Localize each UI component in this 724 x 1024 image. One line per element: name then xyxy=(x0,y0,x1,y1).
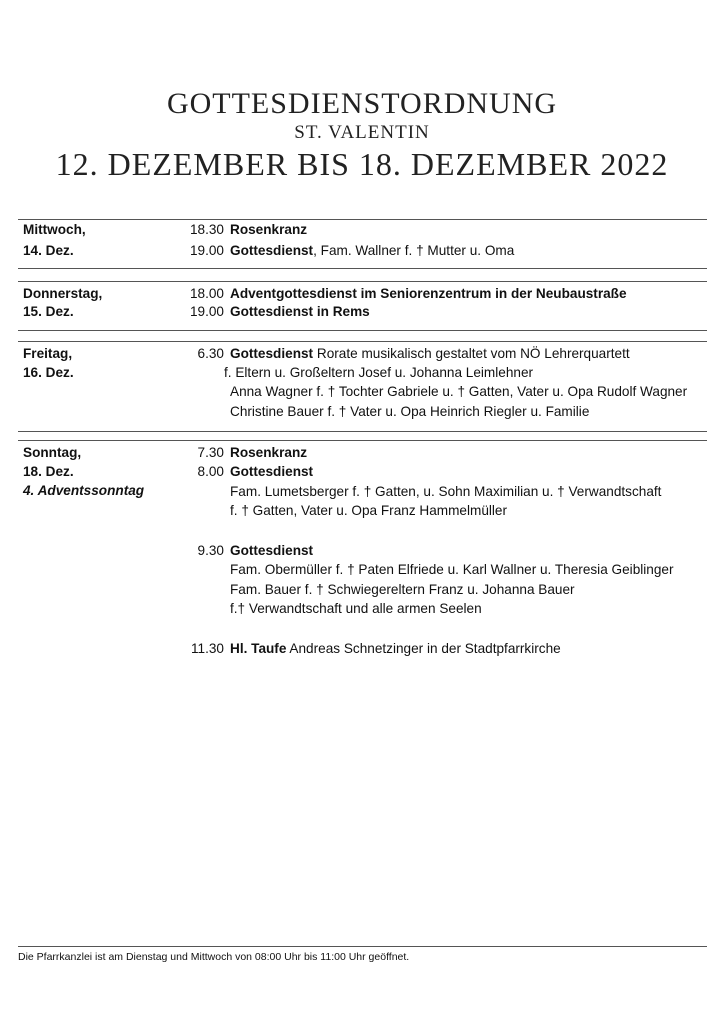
divider xyxy=(18,440,707,441)
intention-line: f. † Gatten, Vater u. Opa Franz Hammelmüller xyxy=(230,503,508,518)
entry xyxy=(230,344,630,364)
intention-line: Anna Wagner f. † Tochter Gabriele u. † Gatten, Vater u. Opa Rudolf Wagner xyxy=(230,384,688,399)
day-weekday: Mittwoch, xyxy=(23,222,86,237)
entry-title: Hl. Taufe xyxy=(230,641,287,656)
entry-time: 7.30 xyxy=(197,445,224,460)
entry-title: Adventgottesdienst im Seniorenzentrum in der Neubaustraße xyxy=(230,286,627,301)
date-range: 12. DEZEMBER BIS 18. DEZEMBER 2022 xyxy=(55,146,669,182)
divider xyxy=(18,281,707,282)
intention-line: Christine Bauer f. † Vater u. Opa Heinrich Riegler u. Familie xyxy=(230,404,590,419)
day-date: 15. Dez. xyxy=(23,304,74,319)
entry-title: Rosenkranz xyxy=(230,445,308,460)
divider xyxy=(18,431,707,432)
intention-line: Fam. Bauer f. † Schwiegereltern Franz u. Johanna Bauer xyxy=(230,582,575,597)
entry xyxy=(230,541,313,561)
divider xyxy=(18,341,707,342)
intention-line: Fam. Lumetsberger f. † Gatten, u. Sohn Maximilian u. † Verwandtschaft xyxy=(230,484,662,499)
entry-detail: , Fam. Wallner f. † Mutter u. Oma xyxy=(313,243,515,258)
entry-title: Rosenkranz xyxy=(230,222,308,237)
day-weekday: Freitag, xyxy=(23,346,73,361)
entry-time: 18.30 xyxy=(189,222,224,237)
entry-time: 19.00 xyxy=(189,243,224,258)
entry-title: Gottesdienst xyxy=(230,464,314,479)
entry-time: 18.00 xyxy=(189,286,224,301)
entry-title: Gottesdienst in Rems xyxy=(230,304,370,319)
page-title: GOTTESDIENSTORDNUNG xyxy=(166,87,558,120)
document-header xyxy=(0,88,724,182)
day-weekday: Donnerstag, xyxy=(23,286,103,301)
entry-detail: Rorate musikalisch gestaltet vom NÖ Lehrerquartett xyxy=(313,346,630,361)
entry xyxy=(230,639,561,659)
feast-note: 4. Adventssonntag xyxy=(23,483,145,498)
parish-name: ST. VALENTIN xyxy=(294,122,430,143)
entry-time: 8.00 xyxy=(197,464,224,479)
day-date: 14. Dez. xyxy=(23,243,74,258)
entry-time: 11.30 xyxy=(190,641,224,656)
divider xyxy=(18,268,707,269)
day-date: 18. Dez. xyxy=(23,464,74,479)
entry-title: Gottesdienst xyxy=(230,543,314,558)
entry-title: Gottesdienst xyxy=(230,346,314,361)
entry xyxy=(230,302,370,322)
entry-time: 6.30 xyxy=(197,346,224,361)
intention-line: f.† Verwandtschaft und alle armen Seelen xyxy=(230,601,482,616)
day-weekday: Sonntag, xyxy=(23,445,82,460)
office-hours-note: Die Pfarrkanzlei ist am Dienstag und Mittwoch von 08:00 Uhr bis 11:00 Uhr geöffnet. xyxy=(18,951,410,963)
entry xyxy=(230,462,313,482)
footer-divider xyxy=(18,946,707,947)
divider xyxy=(18,219,707,220)
entry xyxy=(230,284,627,304)
divider xyxy=(18,330,707,331)
entry-time: 9.30 xyxy=(197,543,224,558)
entry-detail: Andreas Schnetzinger in der Stadtpfarrkirche xyxy=(286,641,561,656)
entry xyxy=(230,443,307,463)
entry-time: 19.00 xyxy=(189,304,224,319)
intention-line: Fam. Obermüller f. † Paten Elfriede u. Karl Wallner u. Theresia Geiblinger xyxy=(230,562,674,577)
entry xyxy=(230,241,514,261)
intention-line: f. Eltern u. Großeltern Josef u. Johanna Leimlehner xyxy=(224,365,534,380)
entry xyxy=(230,220,307,240)
entry-title: Gottesdienst xyxy=(230,243,314,258)
day-date: 16. Dez. xyxy=(23,365,74,380)
